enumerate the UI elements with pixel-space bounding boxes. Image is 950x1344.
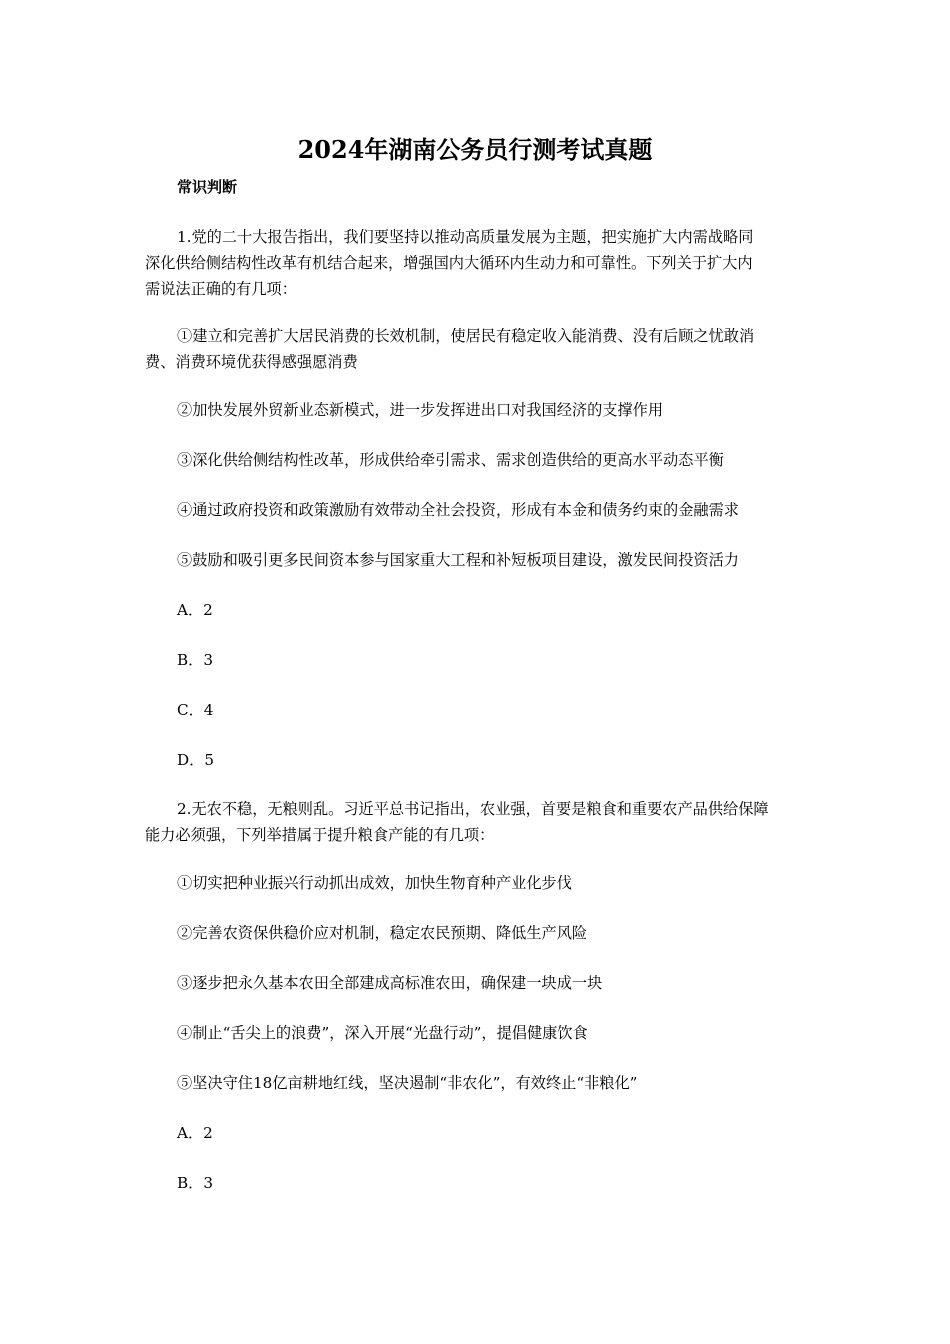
q1-item3: ③深化供给侧结构性改革，形成供给牵引需求、需求创造供给的更高水平动态平衡 bbox=[177, 451, 724, 469]
section-heading: 常识判断 bbox=[177, 178, 238, 196]
q1-item5: ⑤鼓励和吸引更多民间资本参与国家重大工程和补短板项目建设，激发民间投资活力 bbox=[177, 551, 739, 569]
page-title: 2024年湖南公务员行测考试真题 bbox=[297, 135, 653, 164]
q1-stem-line3: 需说法正确的有几项： bbox=[145, 280, 297, 298]
q1-item2: ②加快发展外贸新业态新模式，进一步发挥进出口对我国经济的支撑作用 bbox=[177, 401, 663, 419]
q1-option-b: B．3 bbox=[177, 651, 214, 669]
q2-item2: ②完善农资保供稳价应对机制，稳定农民预期、降低生产风险 bbox=[177, 924, 588, 942]
q2-item4: ④制止“舌尖上的浪费”，深入开展“光盘行动”，提倡健康饮食 bbox=[177, 1024, 588, 1042]
q2-option-a: A．2 bbox=[177, 1124, 213, 1142]
q1-item1-line2: 费、消费环境优获得感强愿消费 bbox=[145, 353, 358, 371]
q1-option-a: A．2 bbox=[177, 601, 213, 619]
q1-option-c: C．4 bbox=[177, 701, 214, 719]
q2-stem-line2: 能力必须强，下列举措属于提升粮食产能的有几项： bbox=[145, 826, 495, 844]
q1-stem-line1: 1.党的二十大报告指出，我们要坚持以推动高质量发展为主题，把实施扩大内需战略同 bbox=[177, 228, 754, 246]
q1-item1-line1: ①建立和完善扩大居民消费的长效机制，使居民有稳定收入能消费、没有后顾之忧敢消 bbox=[177, 327, 755, 345]
q2-item5: ⑤坚决守住18亿亩耕地红线，坚决遏制“非农化”，有效终止“非粮化” bbox=[177, 1074, 638, 1092]
q2-stem-line1: 2.无农不稳，无粮则乱。习近平总书记指出，农业强，首要是粮食和重要农产品供给保障 bbox=[177, 800, 769, 818]
q1-item4: ④通过政府投资和政策激励有效带动全社会投资，形成有本金和债务约束的金融需求 bbox=[177, 501, 739, 519]
q2-item3: ③逐步把永久基本农田全部建成高标准农田，确保建一块成一块 bbox=[177, 974, 603, 992]
q2-item1: ①切实把种业振兴行动抓出成效，加快生物育种产业化步伐 bbox=[177, 874, 572, 892]
q2-option-b: B．3 bbox=[177, 1174, 214, 1192]
q1-stem-line2: 深化供给侧结构性改革有机结合起来，增强国内大循环内生动力和可靠性。下列关于扩大内 bbox=[145, 254, 753, 272]
q1-option-d: D．5 bbox=[177, 751, 215, 769]
